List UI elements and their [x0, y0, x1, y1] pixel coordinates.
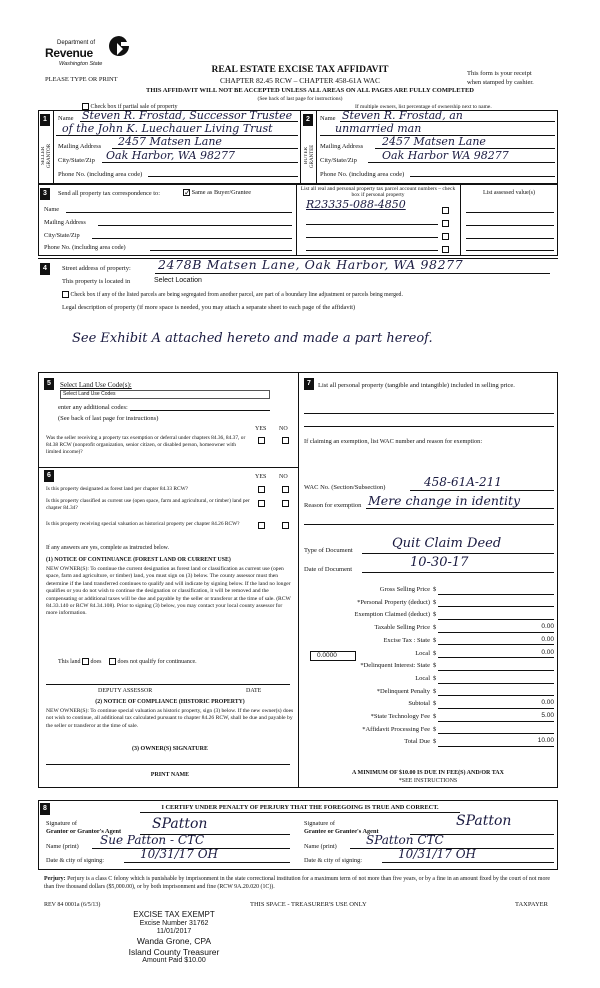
buyer-city[interactable]: Oak Harbor WA 98277: [382, 149, 509, 162]
fee-label: Excise Tax : State: [383, 636, 430, 644]
fee-value[interactable]: 0.00: [541, 635, 554, 643]
s3-phone-label: Phone No. (including area code): [44, 244, 126, 251]
notice-1-title: (1) NOTICE OF CONTINUANCE (FOREST LAND OR CURRENT USE): [46, 557, 231, 563]
multiple-owners-note: If multiple owners, list percentage of ownership next to name.: [355, 104, 492, 110]
fee-value[interactable]: 0.00: [541, 699, 554, 707]
fee-row: [304, 609, 554, 622]
current-use-yes-checkbox[interactable]: [258, 499, 265, 507]
fee-dollar-sign: $: [433, 713, 437, 720]
perjury-label: Perjury:: [44, 876, 66, 882]
seller-phone-label: Phone No. (including area code): [58, 171, 143, 178]
fee-row: [304, 711, 554, 724]
s5-yes-header: YES: [255, 426, 267, 432]
fee-row: [304, 698, 554, 711]
form-subtitle: CHAPTER 82.45 RCW – CHAPTER 458-61A WAC: [220, 76, 380, 85]
continuance-row: [58, 658, 197, 666]
s6-yes-header: YES: [255, 474, 267, 480]
segregated-checkbox[interactable]: [62, 291, 69, 298]
fee-row: [304, 673, 554, 686]
same-as-label: Same as Buyer/Grantee: [191, 189, 252, 196]
fee-dollar-sign: $: [433, 598, 437, 606]
street-label: Street address of property:: [62, 265, 131, 272]
receipt-note-1: This form is your receipt: [467, 70, 532, 77]
type-or-print: PLEASE TYPE OR PRINT: [45, 76, 118, 83]
print-name-label: PRINT NAME: [150, 772, 190, 778]
form-number: REV 84 0001a (6/5/13): [44, 902, 101, 908]
doc-date[interactable]: 10-30-17: [410, 555, 469, 570]
land-use-label: Select Land Use Code(s):: [60, 381, 132, 389]
fee-label: Local: [415, 649, 430, 657]
fee-dollar-sign: $: [433, 611, 437, 619]
fee-dollar-sign: $: [433, 725, 437, 733]
certify-statement: I CERTIFY UNDER PENALTY OF PERJURY THAT THE FOREGOING IS TRUE AND CORRECT.: [161, 804, 439, 811]
s3-mailing-label: Mailing Address: [44, 219, 86, 226]
doc-type[interactable]: Quit Claim Deed: [392, 536, 502, 551]
notice-1-body: NEW OWNER(S): To continue the current designation as forest land or classification as current use (open space, farm and agriculture, or timber) land, you must sign on (3) below. The county assessor must then determine if the land transferred continues to qualify and will indicate by signing below. If the land no longer qualifies or you do not wish to continue the designation or classification, it will be removed and the compensating or additional taxes will be due and payable by the seller or transferor at the time of sale. (RCW 84.33.140 or RCW 84.34.108). Prior to signing (3) below, you may contact your local county assessor for more information.: [46, 566, 291, 617]
section-4-badge: 4: [40, 263, 50, 275]
personal-property-label: List all personal property (tangible and intangible) included in selling price.: [318, 382, 515, 389]
deputy-assessor-label: DEPUTY ASSESSOR: [98, 688, 153, 694]
section-1-badge: 1: [40, 114, 50, 126]
does-not-label: does not: [117, 658, 138, 665]
correspondence-label: Send all property tax correspondence to:: [58, 190, 160, 197]
reason-label: Reason for exemption: [304, 502, 362, 509]
legal-desc-label: Legal description of property (if more space is needed, you may attach a separate sheet to each page of the affidavit): [62, 304, 356, 311]
seller-side-label: SELLER GRANTOR: [41, 143, 52, 169]
see-instructions-note: *SEE INSTRUCTIONS: [398, 778, 458, 784]
parcel-checkbox-4[interactable]: [442, 245, 449, 253]
grantee-date[interactable]: 10/31/17 OH: [398, 847, 477, 861]
stamp-line: Wanda Grone, CPA: [136, 936, 212, 947]
grantee-name[interactable]: SPatton CTC: [366, 833, 444, 847]
grantor-date[interactable]: 10/31/17 OH: [140, 847, 219, 861]
fee-label: *Delinquent Interest: State: [360, 662, 430, 670]
seller-name-line2[interactable]: of the John K. Luechauer Living Trust: [62, 122, 273, 135]
fee-dollar-sign: $: [433, 586, 437, 593]
parcel-checkbox-3[interactable]: [442, 232, 449, 240]
owner-sig-title: (3) OWNER(S) SIGNATURE: [132, 746, 208, 752]
parcel-checkbox-2[interactable]: [442, 219, 449, 227]
grantor-name[interactable]: Sue Patton - CTC: [100, 833, 205, 847]
notice-2-body: NEW OWNER(S): To continue special valuation as historic property, sign (3) below. If the new owner(s) does not wish to continue, all additional tax calculated pursuant to chapter 84.26 RCW, shall be due and payable by the seller or transferor at the time of sale.: [46, 708, 294, 729]
seller-name-line1[interactable]: Steven R. Frostad, Successor Trustee: [82, 109, 293, 122]
this-land-label: This land: [58, 658, 81, 665]
exemption-no-checkbox[interactable]: [282, 436, 289, 444]
buyer-city-label: City/State/Zip: [320, 157, 357, 164]
buyer-name-line1[interactable]: Steven R. Frostad, an: [342, 109, 463, 122]
receipt-note-2: when stamped by cashier.: [467, 79, 534, 86]
grantor-agent-label: Grantor or Grantor's Agent: [46, 828, 122, 835]
land-use-dropdown[interactable]: Select Land Use Codes: [60, 390, 270, 399]
does-label: does: [90, 658, 102, 665]
fee-dollar-sign: $: [433, 636, 437, 644]
treasurer-use: THIS SPACE - TREASURER'S USE ONLY: [250, 901, 367, 908]
fee-row: [304, 648, 554, 661]
forest-no-checkbox[interactable]: [282, 485, 289, 493]
notice-2-title: (2) NOTICE OF COMPLIANCE (HISTORIC PROPERTY): [95, 699, 245, 705]
fee-table: [304, 584, 554, 754]
fee-row: [304, 622, 554, 635]
fee-value[interactable]: 0.00: [541, 623, 554, 631]
perjury-note: [44, 876, 558, 891]
fee-dollar-sign: $: [433, 700, 437, 708]
s3-name-label: Name: [44, 206, 60, 213]
fee-dollar-sign: $: [433, 624, 437, 632]
taxpayer-label: TAXPAYER: [515, 901, 548, 908]
fee-value[interactable]: 0.00: [541, 648, 554, 656]
buyer-side-label: BUYER GRANTEE: [304, 144, 315, 168]
fee-label: Subtotal: [408, 700, 430, 708]
exemption-claim-label: If claiming an exemption, list WAC number and reason for exemption:: [304, 438, 483, 445]
parcel-checkbox-1[interactable]: [442, 206, 449, 214]
rate-box[interactable]: 0.0000: [310, 651, 356, 661]
additional-codes-label: enter any additional codes:: [58, 404, 128, 411]
logo-revenue-text: Revenue: [45, 46, 93, 60]
historic-question: Is this property receiving special valuation as historical property per chapter 84.26 RCW?: [46, 521, 240, 527]
fee-value[interactable]: 5.00: [541, 712, 554, 719]
stamp-line: Island County Treasurer: [128, 946, 220, 957]
section-2-badge: 2: [303, 114, 313, 126]
buyer-phone-label: Phone No. (including area code): [320, 171, 405, 178]
fee-label: *Delinquent Penalty: [376, 687, 430, 695]
buyer-mailing-label: Mailing Address: [320, 143, 364, 150]
seller-name-label: Name: [58, 115, 74, 122]
logo-wa-text: Washington State: [59, 61, 103, 67]
fee-row: [304, 584, 554, 597]
historic-no-checkbox[interactable]: [282, 521, 289, 529]
section-7-badge: 7: [304, 378, 314, 390]
fee-row: [304, 597, 554, 610]
forest-question: Is this property designated as forest land per chapter 84.33 RCW?: [46, 486, 189, 492]
fee-dollar-sign: $: [433, 687, 437, 695]
fee-label: *Affidavit Processing Fee: [362, 725, 430, 733]
fee-label: *State Technology Fee: [370, 713, 430, 720]
stamp-line: EXCISE TAX EXEMPT: [133, 910, 215, 919]
fee-label: *Personal Property (deduct): [357, 598, 430, 606]
s6-no-header: NO: [279, 474, 288, 480]
stamp-line: Amount Paid $10.00: [142, 956, 206, 964]
legal-desc-handwritten[interactable]: See Exhibit A attached hereto and made a part hereof.: [72, 331, 433, 346]
s5-see-back: (See back of last page for instructions): [58, 415, 159, 422]
grantee-name-label: Name (print): [304, 843, 337, 850]
section-6-badge: 6: [44, 470, 54, 482]
section-8-badge: 8: [40, 803, 50, 815]
seller-city-label: City/State/Zip: [58, 157, 95, 164]
segregated-row: [62, 291, 403, 298]
fee-dollar-sign: $: [433, 674, 437, 682]
stamp-line: Excise Number 31762: [139, 919, 209, 927]
current-use-question: Is this property classified as current use (open space, farm and agricultural, or timber) land per chapter 84.34?: [46, 498, 250, 511]
fee-row: [304, 635, 554, 648]
doc-type-label: Type of Document: [304, 547, 353, 554]
seller-mailing-label: Mailing Address: [58, 143, 102, 150]
minimum-due-note: A MINIMUM OF $10.00 IS DUE IN FEE(S) AND/OR TAX: [352, 770, 504, 776]
logo-swirl-icon: [107, 34, 131, 60]
exemption-yes-checkbox[interactable]: [258, 436, 265, 444]
if-yes-note: If any answers are yes, complete as instructed below.: [46, 545, 169, 551]
buyer-mailing[interactable]: 2457 Matsen Lane: [382, 135, 486, 148]
fee-row: [304, 736, 554, 749]
fee-label: Total Due: [404, 738, 430, 746]
located-in-label: This property is located in: [62, 278, 131, 285]
form-title: REAL ESTATE EXCISE TAX AFFIDAVIT: [211, 65, 389, 75]
fee-label: Gross Selling Price: [379, 586, 430, 593]
current-use-no-checkbox[interactable]: [282, 499, 289, 507]
grantor-date-label: Date & city of signing:: [46, 857, 105, 864]
forest-yes-checkbox[interactable]: [258, 485, 265, 493]
assessed-header: List assessed value(s): [483, 190, 535, 196]
stamp-line: 11/01/2017: [156, 927, 192, 935]
grantee-sig-label-1: Signature of: [304, 820, 335, 827]
partial-sale-label: Check box if partial sale of property: [90, 103, 178, 110]
property-street[interactable]: 2478B Matsen Lane, Oak Harbor, WA 98277: [158, 257, 464, 272]
doc-date-label: Date of Document: [304, 566, 353, 573]
fee-label: Exemption Claimed (deduct): [354, 611, 430, 619]
fee-dollar-sign: $: [433, 662, 437, 670]
fee-row: [304, 686, 554, 699]
form-warning: THIS AFFIDAVIT WILL NOT BE ACCEPTED UNLESS ALL AREAS ON ALL PAGES ARE FULLY COMPLETED: [146, 87, 474, 94]
seller-mailing[interactable]: 2457 Matsen Lane: [118, 135, 222, 148]
treasurer-stamp: [104, 910, 244, 965]
perjury-text: Perjury is a class C felony which is punishable by imprisonment in the state correctional institution for a maximum term of not more than five years, or by a fine in an amount fixed by the court of not more than five thousand dollars ($5,000.00), or by both imprisonment and fine (RCW 9A.20.020 (1C)).: [44, 876, 550, 890]
grantor-name-label: Name (print): [46, 843, 79, 850]
s3-city-label: City/State/Zip: [44, 232, 80, 239]
logo-dept-text: Department of: [57, 40, 96, 46]
parcel-number[interactable]: R23335-088-4850: [306, 198, 406, 211]
fee-label: Taxable Selling Price: [374, 624, 430, 632]
parcel-header: List all real and personal property tax parcel account numbers – check box if personal property: [300, 186, 456, 199]
location-select[interactable]: Select Location: [154, 277, 202, 284]
dor-logo: [45, 32, 135, 72]
section-3-badge: 3: [40, 188, 50, 200]
same-as-checkbox[interactable]: ✓: [184, 188, 191, 198]
wac-label: WAC No. (Section/Subsection): [304, 484, 386, 491]
deputy-date-label: DATE: [246, 688, 262, 694]
seller-city[interactable]: Oak Harbor, WA 98277: [106, 149, 236, 162]
grantee-signature[interactable]: SPatton: [456, 813, 512, 829]
grantor-sig-label-1: Signature of: [46, 820, 77, 827]
exemption-question: Was the seller receiving a property tax exemption or deferral under chapters 84.36, 84.37, or 84.38 RCW (nonprofit organization, senior citizen, or disabled person, homeowner with limited income)?: [46, 435, 246, 455]
section-5-badge: 5: [44, 378, 54, 390]
historic-yes-checkbox[interactable]: [258, 521, 265, 529]
same-as-row: [183, 189, 251, 196]
fee-value[interactable]: 10.00: [537, 737, 554, 745]
exemption-reason[interactable]: Mere change in identity: [368, 493, 521, 508]
form-see-back: (See back of last page for instructions): [257, 96, 343, 102]
fee-dollar-sign: $: [433, 649, 437, 657]
s5-no-header: NO: [279, 426, 288, 432]
grantor-signature[interactable]: SPatton: [152, 816, 208, 832]
fee-dollar-sign: $: [433, 738, 437, 746]
segregated-label: Check box if any of the listed parcels are being segregated from another parcel, are part of a boundary line adjustment or parcels being merged.: [70, 291, 403, 298]
wac-number[interactable]: 458-61A-211: [424, 475, 502, 489]
fee-row: [304, 660, 554, 673]
buyer-name-line2[interactable]: unmarried man: [335, 122, 422, 135]
qualify-label: qualify for continuance.: [139, 658, 197, 665]
fee-label: Local: [415, 674, 430, 682]
grantee-date-label: Date & city of signing:: [304, 857, 363, 864]
does-not-checkbox[interactable]: [109, 658, 116, 665]
does-checkbox[interactable]: [82, 658, 89, 665]
grantee-agent-label: Grantee or Grantee's Agent: [304, 828, 379, 835]
fee-row: [304, 724, 554, 737]
buyer-name-label: Name: [320, 115, 336, 122]
